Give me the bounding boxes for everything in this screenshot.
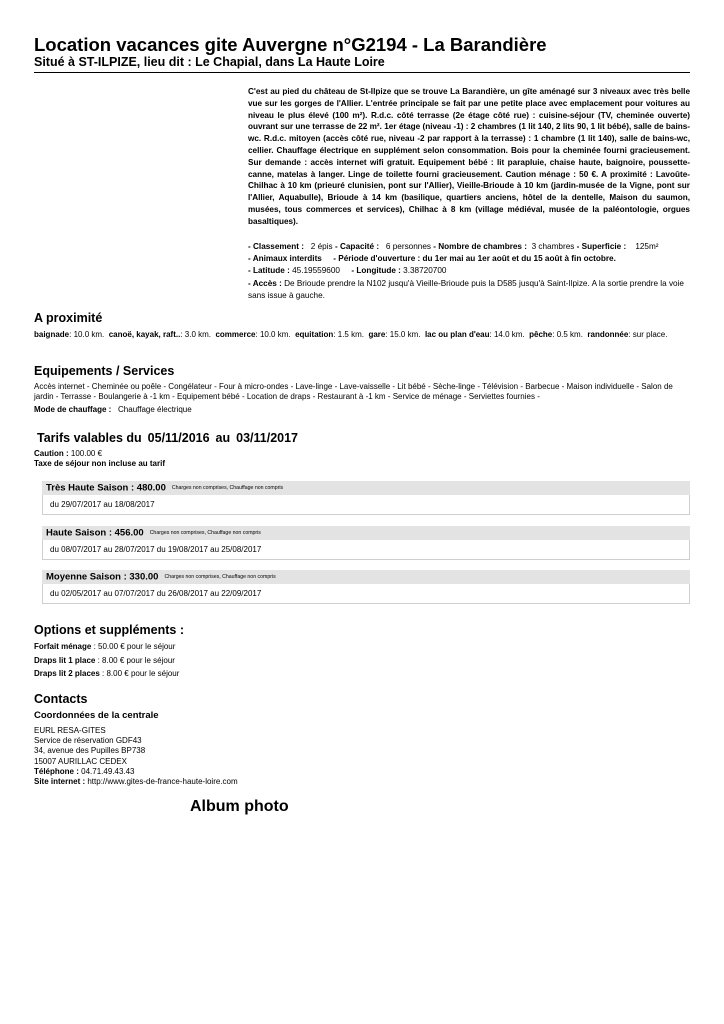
animaux-text: - Animaux interdits [248, 254, 322, 264]
contact-line: 34, avenue des Pupilles BP738 [34, 746, 146, 756]
page-subtitle: Situé à ST-ILPIZE, lieu dit : Le Chapial, dans La Haute Loire [34, 55, 385, 69]
contacts-subheading: Coordonnées de la centrale [34, 710, 159, 721]
caution-label: Caution : [34, 449, 69, 458]
tarifs-from-date: 05/11/2016 [147, 431, 210, 445]
option-item: Draps lit 2 places : 8.00 € pour le séjour [34, 669, 180, 678]
contact-block [34, 726, 238, 787]
tarifs-heading [37, 431, 304, 445]
proximite-label: randonnée [587, 330, 629, 339]
latitude-value: 45.19559600 [292, 266, 340, 276]
option-label: Draps lit 1 place [34, 656, 96, 665]
acces-value: De Brioude prendre la N102 jusqu'à Vieille-Brioude puis la D585 jusqu'à Saint-Ilpize. A la sortie prendre la voie sans issue à gauche. [248, 278, 684, 300]
page-title: Location vacances gite Auvergne n°G2194 - La Barandière [34, 34, 547, 55]
option-item: Forfait ménage : 50.00 € pour le séjour [34, 642, 176, 651]
chauffage-line [34, 405, 690, 415]
website-link[interactable]: http://www.gites-de-france-haute-loire.com [87, 777, 238, 787]
longitude-label: - Longitude : [351, 266, 401, 276]
proximite-value: 1.5 km. [337, 330, 364, 339]
proximite-label: commerce [215, 330, 256, 339]
proximite-label: lac ou plan d'eau [424, 330, 490, 339]
season-title: Très Haute Saison : 480.00 [46, 482, 166, 494]
proximite-label: baignade [34, 330, 70, 339]
season-dates: du 08/07/2017 au 28/07/2017 du 19/08/2017 au 25/08/2017 [42, 540, 690, 560]
proximite-label: gare [368, 330, 386, 339]
proximite-label: equitation [295, 330, 334, 339]
classement-value: 2 épis [310, 242, 333, 251]
contact-phone [34, 767, 238, 777]
tarifs-to-date: 03/11/2017 [236, 431, 299, 445]
season-tres-haute [42, 481, 690, 515]
proximite-value: 15.0 km. [389, 330, 421, 339]
option-value: 8.00 € pour le séjour [106, 669, 180, 678]
season-note: Charges non comprises, Chauffage non compris [171, 485, 284, 491]
tarifs-prefix: Tarifs valables du [37, 431, 142, 445]
header-divider [34, 72, 690, 73]
latitude-label: - Latitude : [248, 266, 290, 276]
option-label: Draps lit 2 places [34, 669, 100, 678]
contact-line: Service de réservation GDF43 [34, 736, 142, 746]
proximite-value: 10.0 km. [73, 330, 105, 339]
album-heading: Album photo [190, 798, 289, 815]
option-label: Forfait ménage [34, 642, 92, 651]
superficie-value: 125m² [635, 242, 659, 251]
website-label: Site internet : [34, 777, 86, 787]
ouverture-text: - Période d'ouverture : du 1er mai au 1er août et du 15 août à fin octobre. [333, 254, 616, 264]
chauffage-value: Chauffage électrique [118, 405, 192, 414]
season-title: Haute Saison : 456.00 [46, 527, 144, 539]
option-value: 50.00 € pour le séjour [98, 642, 176, 651]
equipements-heading: Equipements / Services [34, 364, 175, 378]
proximite-value: 14.0 km. [493, 330, 525, 339]
description: C'est au pied du château de St-Ilpize que se trouve La Barandière, un gîte aménagé sur 3 niveaux avec très belle vue sur les gorges de l'Allier. L'entrée principale se fait par une petite place avec emplacement pour voitures au niveau le plus élevé (100 m²). R.d.c. côté terrasse (2e étage côté rue) : cuisine-séjour (TV, cheminée ouverte) ouvrant sur une terrasse de 22 m². 1er étage (niveau -1) : 2 chambres (1 lit 140, 2 lits 90, 1 lit bébé), salle de bains-wc. R.d.c. mitoyen (accès côté rue, niveau -2 par rapport à la terrasse) : 1 chambre (1 lit 140), salle de bains-wc, cellier. Chauffage électrique en supplément selon consommation. Bois pour la cheminée fourni gracieusement. Sur demande : accès internet wifi gratuit. Equipement bébé : lit parapluie, chaise haute, baignoire, poussette-canne, matelas à langer. Linge de toilette fourni gracieusement. Caution ménage : 50 €. A proximité : Lavoûte-Chilhac à 10 km (prieuré clunisien, pont sur l'Allier), Vieille-Brioude à 10 km (jardin-musée de la Vigne, pont sur l'Allier, Aquabulle), Brioude à 14 km (basilique, quartiers anciens, hôtel de la dentelle, Maison du saumon, musées, tous commerces et services), Chilhac à 8 km (village médiéval, musée de la paléontologie, orgues basaltiques). [248, 87, 690, 226]
specs-line-2 [248, 253, 690, 265]
specs-line-3 [248, 265, 690, 277]
proximite-label: canoë, kayak, raft.. [108, 330, 181, 339]
equipements-list: Accès internet - Cheminée ou poêle - Congélateur - Four à micro-ondes - Lave-linge - Lave-vaisselle - Lit bébé - Sèche-linge - Télévision - Barbecue - Maison individuelle - Salon de jardin - Terrasse - Boulangerie à -1 km - Equipement bébé - Location de draps - Restaurant à -1 km - Service de ménage - Serviettes fournies - [34, 382, 673, 402]
season-header [42, 570, 690, 584]
options-heading: Options et suppléments : [34, 623, 185, 637]
capacite-label: - Capacité : [334, 242, 380, 251]
chauffage-label: Mode de chauffage : [34, 405, 112, 414]
contact-website [34, 777, 238, 787]
caution-value: 100.00 € [70, 449, 103, 458]
season-header [42, 526, 690, 540]
option-item: Draps lit 1 place : 8.00 € pour le séjour [34, 656, 175, 665]
taxe-line [34, 459, 690, 469]
season-header [42, 481, 690, 495]
proximite-value: 10.0 km. [259, 330, 291, 339]
tarifs-au: au [215, 431, 231, 445]
taxe-text: Taxe de séjour non incluse au tarif [34, 459, 165, 468]
phone-value: 04.71.49.43.43 [81, 766, 135, 776]
superficie-label: - Superficie : [576, 242, 627, 251]
proximite-value: 3.0 km. [184, 330, 211, 339]
chambres-label: - Nombre de chambres : [433, 242, 527, 251]
option-value: 8.00 € pour le séjour [102, 656, 175, 665]
specs-line-4 [248, 278, 690, 302]
season-title: Moyenne Saison : 330.00 [46, 571, 159, 583]
specs-block [248, 241, 690, 302]
season-moyenne [42, 570, 690, 604]
proximite-label: pêche [529, 330, 553, 339]
season-dates: du 29/07/2017 au 18/08/2017 [42, 495, 690, 515]
capacite-value: 6 personnes [385, 242, 431, 251]
season-note: Charges non comprises, Chauffage non compris [164, 574, 276, 580]
classement-label: - Classement : [248, 242, 304, 251]
contact-line: 15007 AURILLAC CEDEX [34, 756, 127, 766]
season-haute [42, 526, 690, 560]
acces-label: - Accès : [248, 278, 282, 288]
proximite-list: baignade: 10.0 km. canoë, kayak, raft..: 3.0 km. commerce: 10.0 km. equitation: 1.5 km. gare: 15.0 km. lac ou plan d'eau: 14.0 km. pêche: 0.5 km. randonnée: sur place. [34, 330, 668, 339]
contact-line: EURL RESA-GITES [34, 726, 106, 735]
season-note: Charges non comprises, Chauffage non compris [149, 530, 261, 536]
phone-label: Téléphone : [34, 766, 79, 776]
proximite-value: 0.5 km. [556, 330, 583, 339]
proximite-value: sur place. [632, 330, 668, 339]
chambres-value: 3 chambres [531, 242, 575, 251]
proximite-heading: A proximité [34, 311, 103, 325]
specs-line-1 [248, 241, 690, 253]
longitude-value: 3.38720700 [403, 266, 447, 276]
season-dates: du 02/05/2017 au 07/07/2017 du 26/08/2017 au 22/09/2017 [42, 584, 690, 604]
caution-line [34, 449, 690, 459]
contacts-heading: Contacts [34, 692, 88, 706]
